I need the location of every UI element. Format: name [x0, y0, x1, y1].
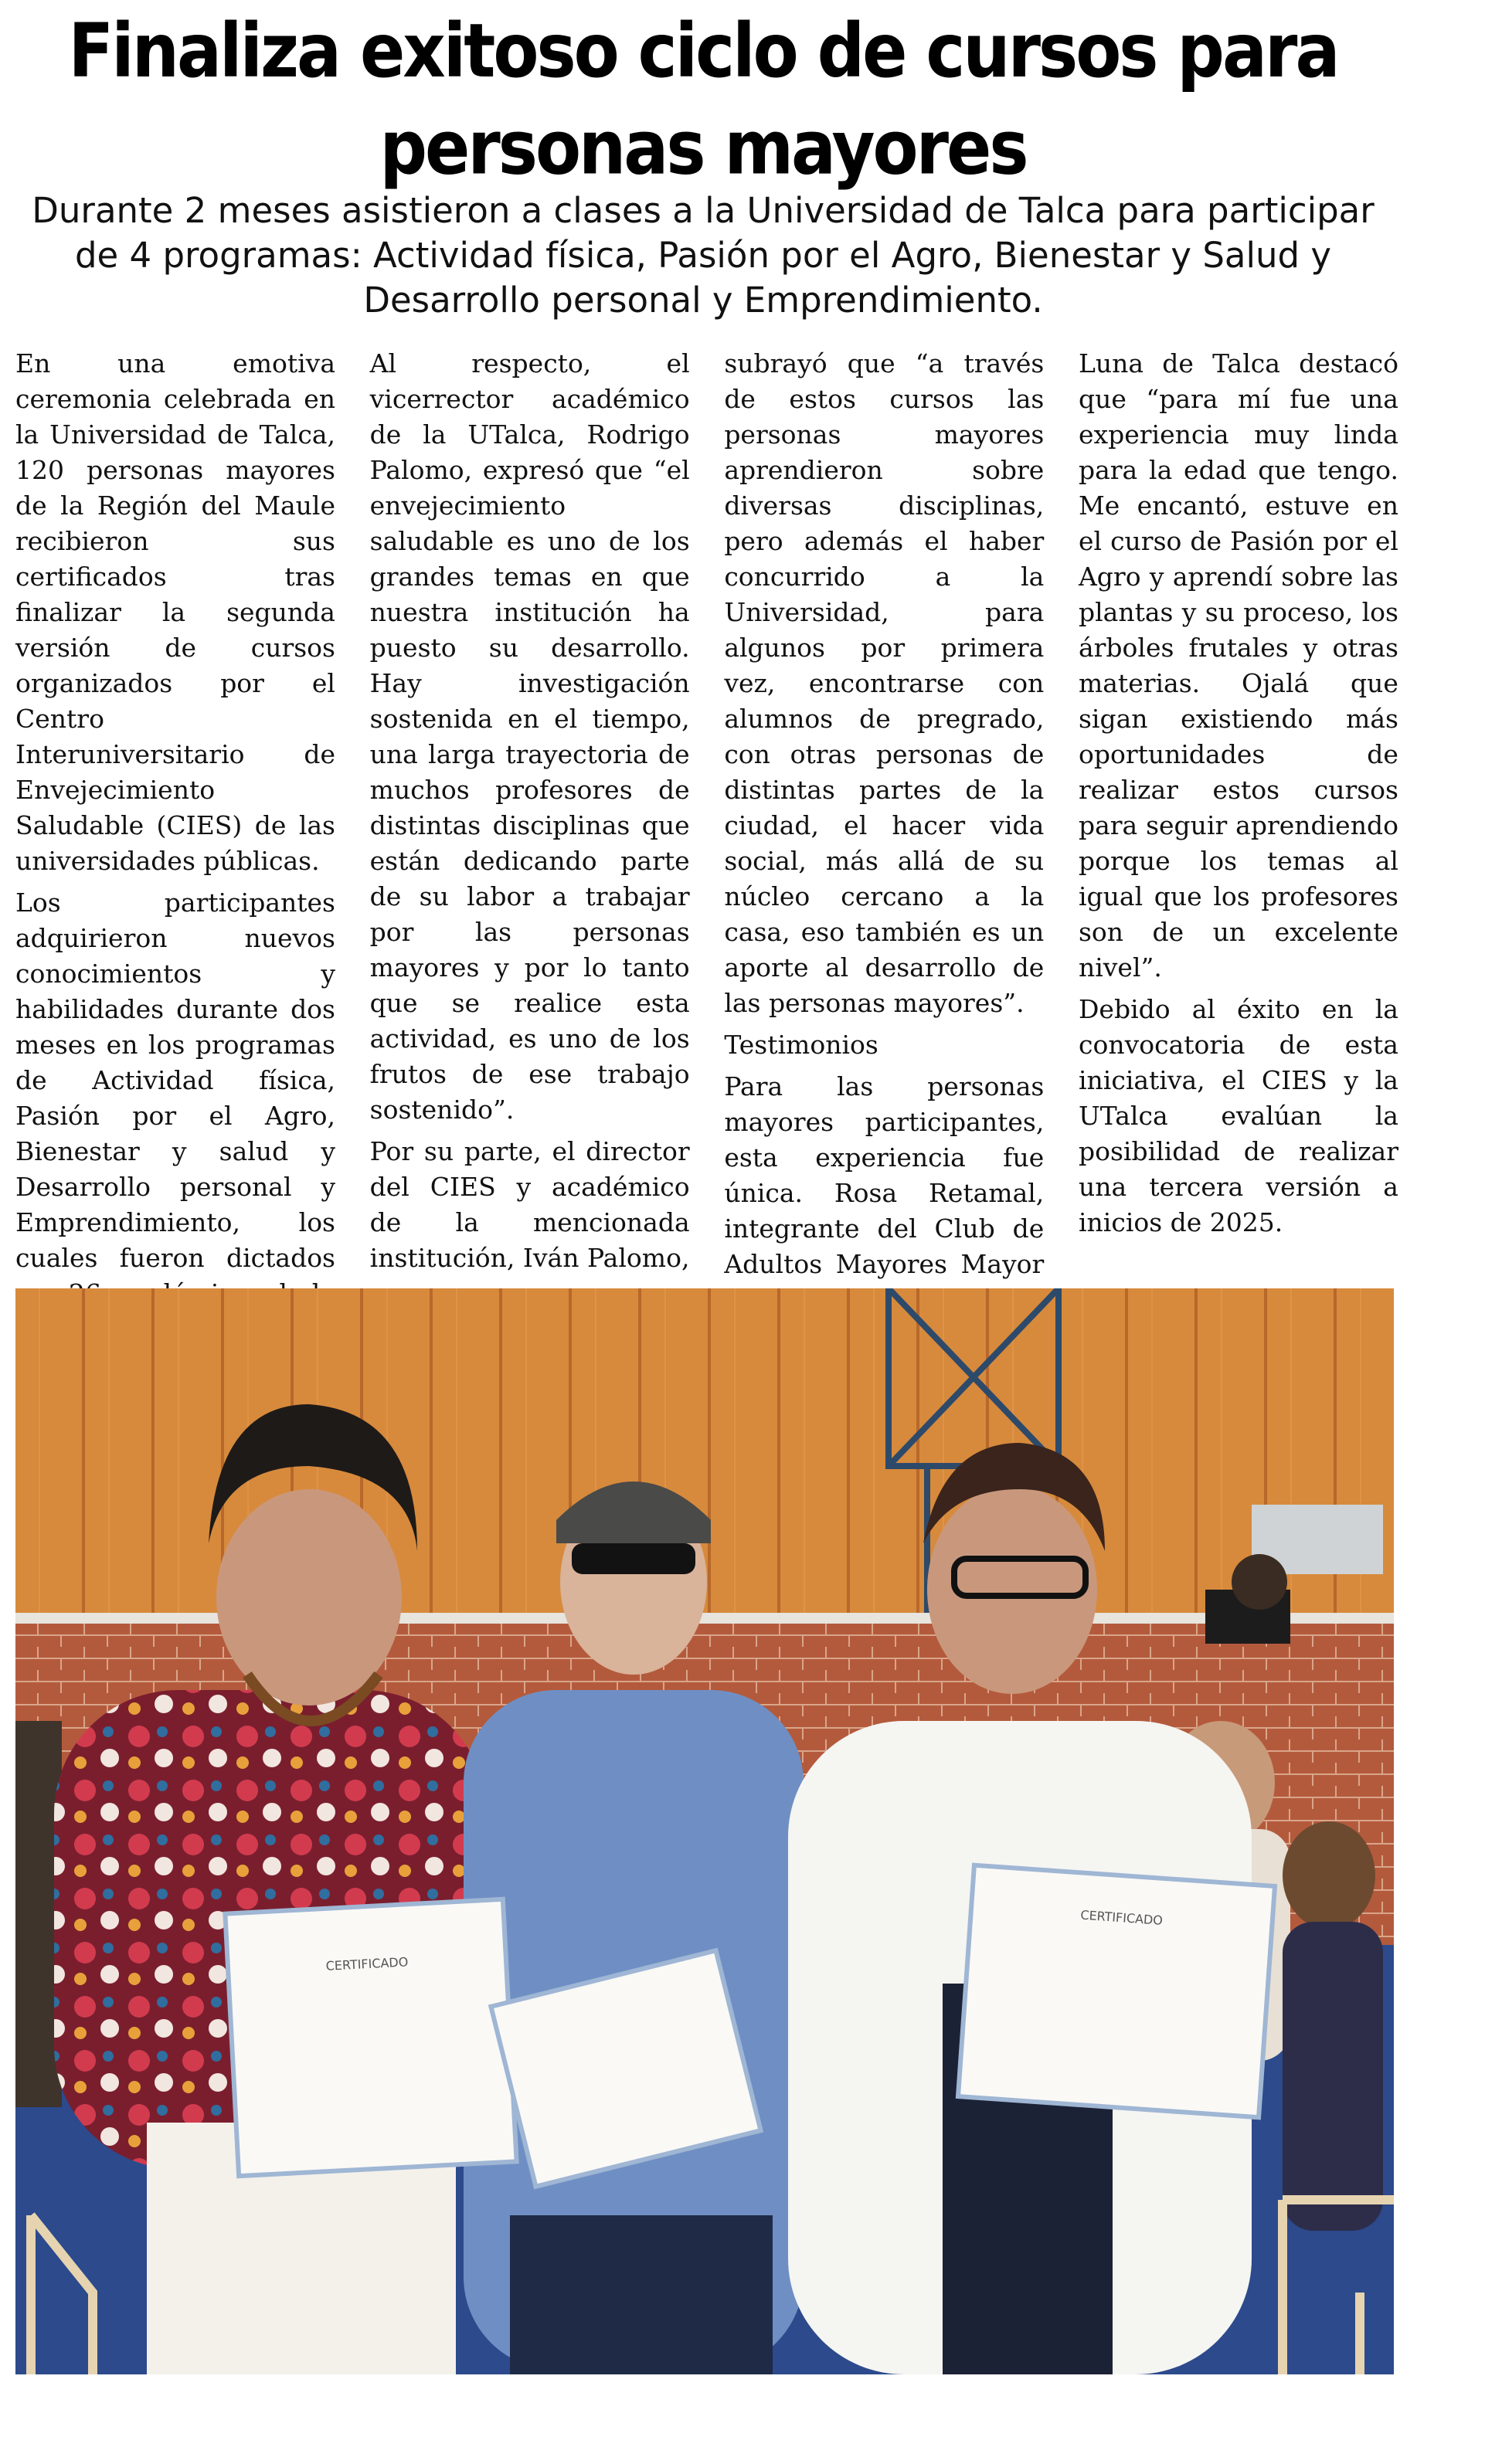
- headline-line-1: Finaliza exitoso ciclo de cursos para: [68, 8, 1338, 95]
- paragraph: Para las personas mayores participantes, esta experiencia fue única. Rosa Retamal, integrante del Club de Adultos Mayores Mayor: [724, 1071, 1045, 1279]
- paragraph: subrayó que “a través de estos cursos las personas mayores aprendieron sobre diversas disciplinas, pero además el haber concurrido a la Universidad, para algunos por primera vez, encontrarse con alumnos de pregrado, con otras personas de distintas partes de la ciudad, el hacer vida social, más allá de su núcleo cercano a la casa, eso también es un aporte al desarrollo de las personas mayores”.: [724, 348, 1045, 1018]
- certificate-left: [225, 1899, 516, 2176]
- paragraph: Los participantes adquirieron nuevos conocimientos y habilidades durante dos meses en los programas de Actividad física, Pasión por el Agro, Bienestar y salud y Desarrollo personal y Emprendimiento, los cuales fueron dictados: [15, 888, 335, 1273]
- column-3: [724, 346, 1045, 1279]
- paragraph: Luna de Talca destacó que “para mí fue una experiencia muy linda para la edad que tengo. Me encantó, estuve en el curso de Pasión por el Agro y aprendí sobre las plantas y su proceso, los árboles frutales y otras materias. Ojalá que sigan existiendo más oportunidades de realizar estos cursos para seguir aprendiendo porque los temas al igual que los profesores son de un excelente nivel”.: [1078, 348, 1398, 983]
- certificate-right: [958, 1865, 1275, 2117]
- paragraph: Debido al éxito en la convocatoria de esta iniciativa, el CIES y la UTalca evalúan la posibilidad de realizar una tercera versión a inicios de 2025.: [1078, 994, 1398, 1237]
- paragraph: En una emotiva ceremonia celebrada en la Universidad de Talca, 120 personas mayores de la Región del Maule recibieron sus certificados tras finalizar la segunda versión de cursos organizados por el Centro Interuniversitario de Envejecimiento Saludable (CIES) de las universidades públicas.: [15, 348, 335, 876]
- column-4: [1079, 346, 1398, 1251]
- photo-illustration: [15, 1288, 1394, 2374]
- headline-line-2: personas mayores: [379, 105, 1027, 192]
- article-body: [15, 346, 1398, 1279]
- column-1: [15, 346, 335, 1273]
- section-subheading: Testimonios: [724, 1030, 878, 1060]
- article-photo: [15, 1288, 1394, 2374]
- certificate-title: CERTIFICADO: [325, 1954, 409, 1974]
- certificate-title: CERTIFICADO: [1079, 1907, 1164, 1928]
- paragraph: Al respecto, el vicerrector académico de la UTalca, Rodrigo Palomo, expresó que “el envejecimiento saludable es uno de los grandes temas en que nuestra institución ha puesto su desarrollo. Hay investigación sostenida en el tiempo, una larga trayectoria de muchos profesores de distintas disciplinas que están dedicando parte de su labor a trabajar por las personas mayores y por lo tanto que se realice esta actividad, es uno de los frutos de ese trabajo sostenido”.: [369, 348, 690, 1125]
- headline: [0, 3, 1406, 197]
- paragraph: Por su parte, el director del CIES y académico de la mencionada institución, Iván Palomo,: [369, 1136, 690, 1273]
- column-2: [369, 346, 690, 1273]
- subheadline: Durante 2 meses asistieron a clases a la Universidad de Talca para participar de 4 programas: Actividad física, Pasión por el Agro, Bienestar y Salud y Desarrollo personal y Emprendimiento.: [32, 190, 1375, 321]
